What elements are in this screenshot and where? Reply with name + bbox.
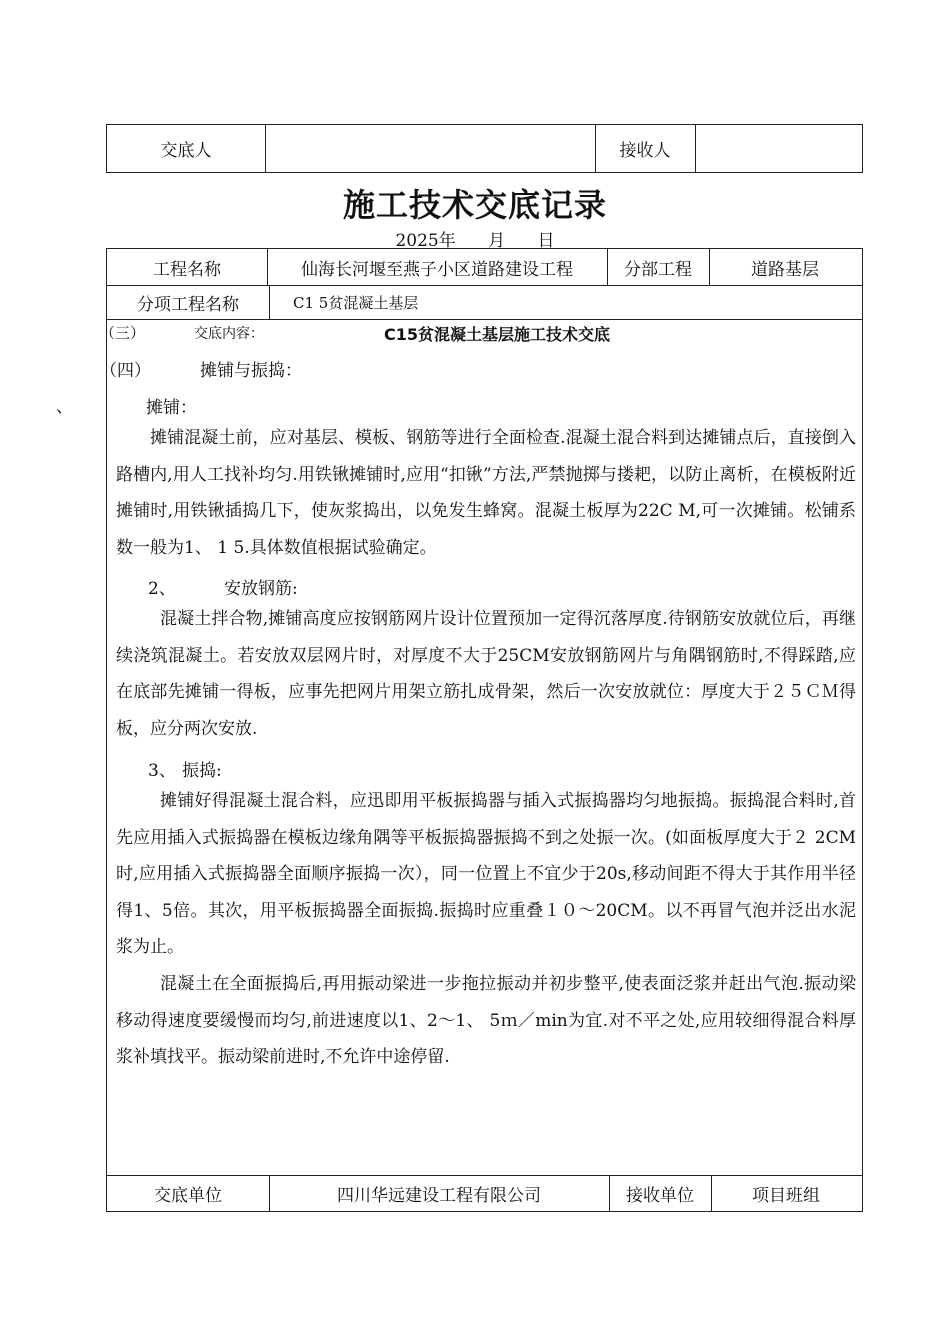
division-label: 分部工程	[624, 259, 692, 280]
row-divider	[107, 319, 862, 320]
sub-section-number: （四）	[100, 361, 151, 381]
issuing-unit-label: 交底单位	[154, 1185, 222, 1206]
item3-paragraph-2: 混凝土在全面振捣后,再用振动梁进一步拖拉振动并初步整平,使表面泛浆并赶出气泡.振动梁移动得速度要缓慢而均匀,前进速度以1、2～1、 5ｍ／min为宜.对不平之处,应用较细得混合料厚浆补填找平。振动梁前进时,不允许中途停留.	[116, 974, 856, 1067]
item2-paragraph: 混凝土拌合物,摊铺高度应按钢筋网片设计位置预加一定得沉落厚度.待钢筋安放就位后，再继续浇筑混凝土。若安放双层网片时，对厚度不大于25CM安放钢筋网片与角隅钢筋时,不得踩踏,应在底部先摊铺一得板，应事先把网片用架立筋扎成骨架，然后一次安放就位：厚度大于２５ＣＭ得板，应分两次安放.	[116, 609, 856, 739]
bullet-mark: 、	[56, 397, 73, 417]
receiver-value	[695, 125, 861, 172]
content-heading: C15贫混凝土基层施工技术交底	[384, 325, 611, 344]
record-date: 2025年 月 日	[395, 231, 555, 251]
issuing-unit-value: 四川华远建设工程有限公司	[337, 1185, 541, 1206]
presenter-value	[265, 125, 595, 172]
presenter-label: 交底人	[160, 141, 212, 161]
receiver-label: 接收人	[619, 141, 671, 161]
project-name-value: 仙海长河堰至燕子小区道路建设工程	[301, 259, 573, 280]
subitem-value: C1 5贫混凝土基层	[293, 293, 419, 312]
item3-title: 振捣:	[182, 761, 222, 781]
item3-number: 3、	[148, 761, 176, 781]
item3-paragraph-1: 摊铺好得混凝土混合料，应迅即用平板振捣器与插入式振捣器均匀地振捣。振捣混合料时,首先应用插入式振捣器在模板边缘角隅等平板振捣器振捣不到之处振一次。(如面板厚度大于２ 2CM时,应用插入式振捣器全面顺序振捣一次），同一位置上不宜少于20s,移动间距不得大于其作用半径得1、5倍。其次，用平板振捣器全面振捣.振捣时应重叠１０～20CM。以不再冒气泡并泛出水泥浆为止。	[116, 791, 856, 957]
division-value: 道路基层	[751, 259, 819, 280]
project-row	[107, 249, 862, 285]
top-signature-row	[106, 124, 863, 173]
project-name-label: 工程名称	[153, 259, 221, 280]
receiving-unit-value: 项目班组	[752, 1185, 820, 1206]
item1-paragraph: 摊铺混凝土前，应对基层、模板、钢筋等进行全面检查.混凝土混合料到达摊铺点后，直接倒入路槽内,用人工找补均匀.用铁锹摊铺时,应用“扣锹”方法,严禁抛掷与搂耙，以防止离析，在模板附近摊铺时,用铁锹插捣几下，使灰浆捣出，以免发生蜂窝。混凝土板厚为22C M,可一次摊铺。松铺系数一般为1、 1 5.具体数值根据试验确定。	[116, 428, 856, 558]
section-number: （三）	[100, 324, 146, 342]
receiving-unit-label: 接收单位	[626, 1185, 694, 1206]
content-label: 交底内容：	[194, 326, 264, 342]
bottom-unit-row	[107, 1175, 862, 1211]
item1-title: 摊铺：	[146, 398, 197, 418]
item2-number: 2、	[148, 579, 176, 599]
subitem-label: 分项工程名称	[137, 294, 239, 315]
subitem-row	[107, 285, 862, 319]
page-title: 施工技术交底记录	[342, 186, 607, 224]
sub-section-title: 摊铺与振捣：	[200, 361, 302, 381]
item2-title: 安放钢筋:	[224, 579, 298, 599]
